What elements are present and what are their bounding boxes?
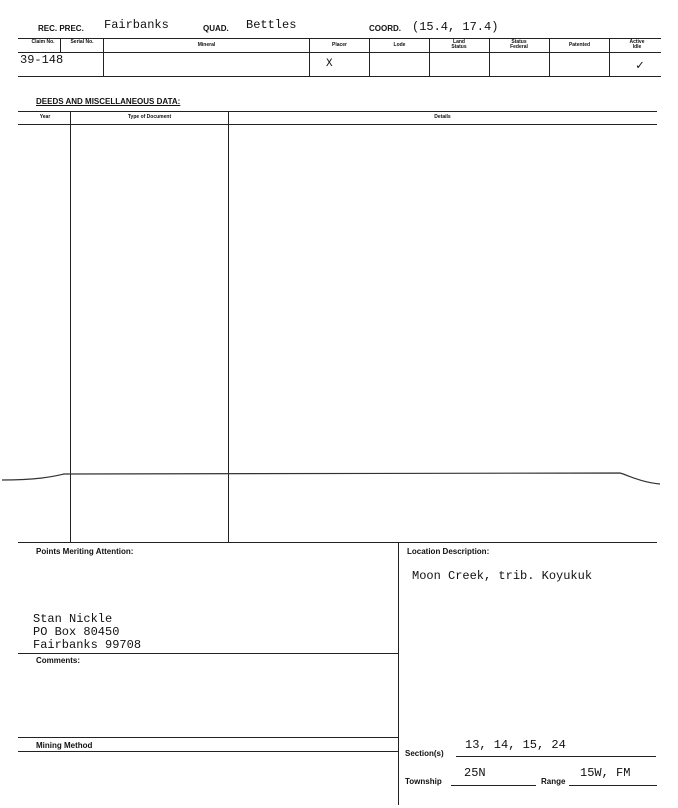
township-underline [451,785,536,786]
quad-value: Bettles [246,18,297,32]
col-divider [429,39,430,76]
col-header-claim-no: Claim No. [31,39,55,45]
col-header-land-status: Land Status [451,39,467,50]
owner-city: Fairbanks 99708 [33,638,142,652]
comments-rule [18,653,398,654]
location-description-label: Location Description: [407,547,490,556]
deeds-col-details: Details [434,114,451,120]
range-underline [569,785,657,786]
paper-fold-line [0,460,678,490]
coord-value: (15.4, 17.4) [412,20,499,34]
col-divider [609,39,610,76]
township-value: 25N [464,766,486,780]
bottom-center-divider [398,543,399,805]
active-idle-mark: ✓ [636,58,644,73]
deeds-header-rule [18,124,657,125]
township-label: Township [405,777,442,786]
table-header-rule [18,52,661,53]
coord-label: COORD. [369,24,401,33]
comments-label: Comments: [36,656,81,665]
deeds-col-year: Year [39,114,51,120]
quad-label: QUAD. [203,24,229,33]
sections-underline [456,756,656,757]
owner-address: PO Box 80450 [33,625,120,639]
col-header-mineral: Mineral [197,42,216,48]
table-top-rule [18,38,661,39]
sections-label: Section(s) [405,749,444,758]
col-divider [60,39,61,52]
sections-value: 13, 14, 15, 24 [465,738,566,752]
col-header-serial-no: Serial No. [70,39,94,45]
col-header-active-idle: Active Idle [629,39,645,50]
deeds-top-rule [18,111,657,112]
deeds-col-type: Type of Document [127,114,172,120]
col-header-patented: Patented [568,42,591,48]
placer-mark: X [326,58,333,70]
range-value: 15W, FM [580,766,631,780]
mining-method-label: Mining Method [36,741,93,750]
rec-prec-label: REC. PREC. [38,24,84,33]
deeds-section-title: DEEDS AND MISCELLANEOUS DATA: [36,97,181,106]
location-description-value: Moon Creek, trib. Koyukuk [412,569,593,583]
mining-method-rule [18,737,398,738]
mining-method-bottom-rule [18,751,398,752]
owner-name: Stan Nickle [33,612,113,626]
deeds-bottom-rule [18,542,657,543]
col-header-placer: Placer [331,42,347,48]
claim-no-value: 39-148 [20,53,64,67]
col-header-status-federal: Status Federal [510,39,528,50]
points-meriting-attention-label: Points Meriting Attention: [36,547,134,556]
rec-prec-value: Fairbanks [104,18,169,32]
table-bottom-rule [18,76,661,77]
col-header-lode: Lode [393,42,406,48]
col-divider [489,39,490,76]
range-label: Range [541,777,566,786]
